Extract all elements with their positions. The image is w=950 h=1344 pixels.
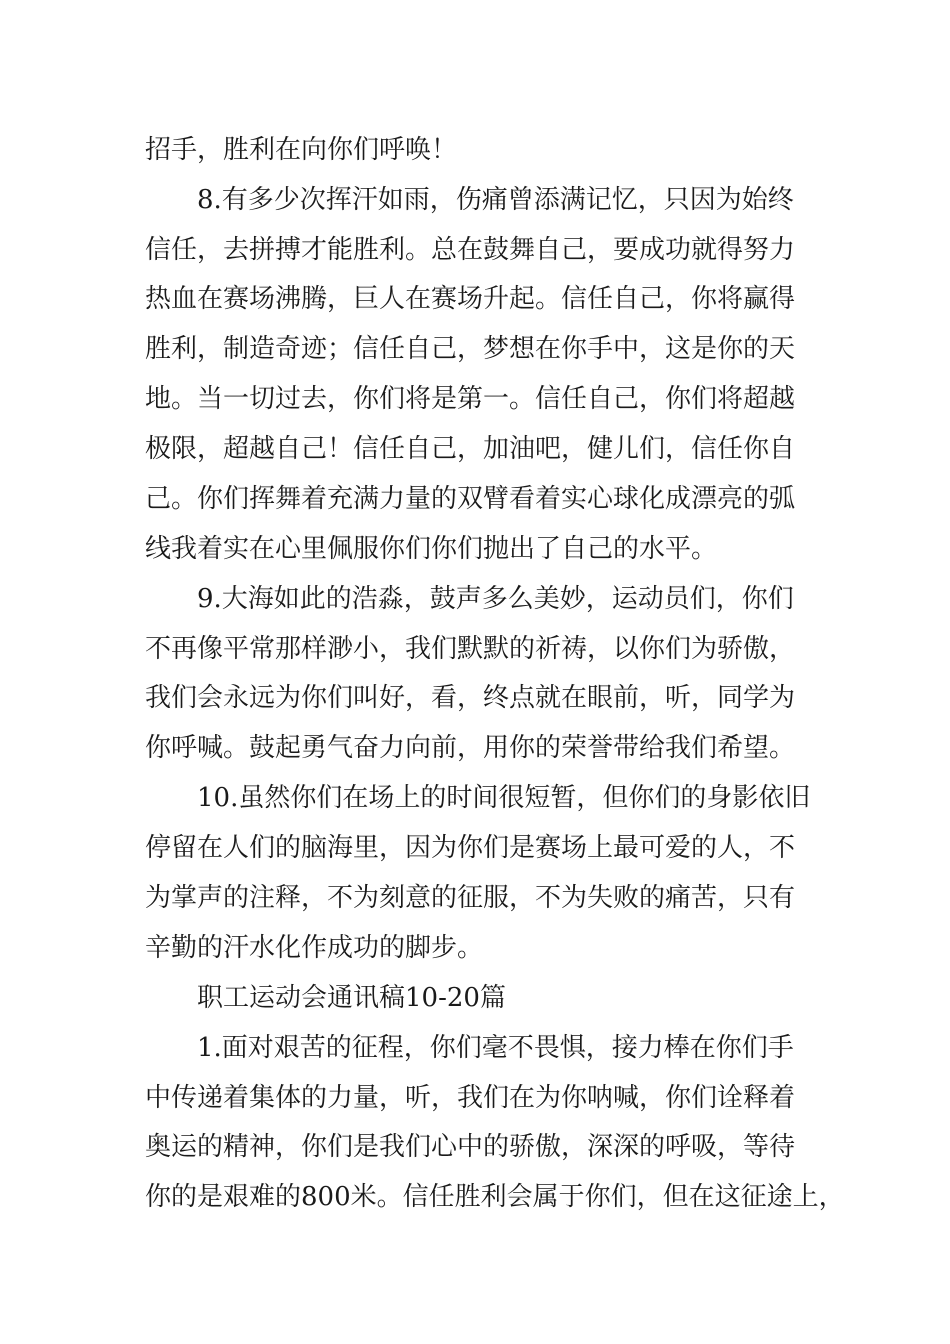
text-line: [0, 427, 950, 471]
text-line: [0, 1026, 950, 1070]
text-line-content: 辛勤的汗水化作成功的脚步。: [145, 933, 484, 963]
text-line-content: 8.有多少次挥汗如雨，伤痛曾添满记忆，只因为始终: [197, 185, 794, 215]
text-line: [0, 1076, 950, 1120]
text-line: [0, 377, 950, 421]
text-line-content: 极限，超越自己！信任自己，加油吧，健儿们，信任你自: [145, 434, 796, 464]
text-line: [0, 676, 950, 720]
text-line-content: 招手，胜利在向你们呼唤！: [145, 135, 458, 165]
text-line-content: 不再像平常那样渺小，我们默默的祈祷，以你们为骄傲，: [145, 634, 796, 664]
section-heading: [0, 976, 950, 1020]
text-line: [0, 477, 950, 521]
text-line: [0, 228, 950, 272]
text-line: [0, 627, 950, 671]
text-line-content: 你的是艰难的800米。信任胜利会属于你们，但在这征途上，: [145, 1182, 845, 1212]
text-line-content: 我们会永远为你们叫好，看，终点就在眼前，听，同学为: [145, 683, 796, 713]
text-line-content: 停留在人们的脑海里，因为你们是赛场上最可爱的人，不: [145, 833, 796, 863]
text-line: [0, 926, 950, 970]
text-line-content: 你呼喊。鼓起勇气奋力向前，用你的荣誉带给我们希望。: [145, 733, 796, 763]
text-line-content: 热血在赛场沸腾，巨人在赛场升起。信任自己，你将赢得: [145, 284, 796, 314]
text-line: [0, 277, 950, 321]
text-line: [0, 876, 950, 920]
text-line: [0, 1125, 950, 1169]
text-line-content: 10.虽然你们在场上的时间很短暂，但你们的身影依旧: [197, 783, 811, 813]
section-heading-text: 职工运动会通讯稿10-20篇: [197, 983, 506, 1013]
text-line-content: 为掌声的注释，不为刻意的征服，不为失败的痛苦，只有: [145, 883, 796, 913]
text-line-content: 己。你们挥舞着充满力量的双臂看着实心球化成漂亮的弧: [145, 484, 796, 514]
text-line: [0, 776, 950, 820]
text-line-content: 信任，去拼搏才能胜利。总在鼓舞自己，要成功就得努力: [145, 235, 796, 265]
text-line-content: 9.大海如此的浩淼，鼓声多么美妙，运动员们，你们: [197, 584, 794, 614]
text-line-content: 线我着实在心里佩服你们你们抛出了自己的水平。: [145, 534, 718, 564]
text-line-content: 地。当一切过去，你们将是第一。信任自己，你们将超越: [145, 384, 796, 414]
text-line: [0, 128, 950, 172]
text-line: [0, 178, 950, 222]
text-line: [0, 826, 950, 870]
text-line-content: 胜利，制造奇迹；信任自己，梦想在你手中，这是你的天: [145, 334, 796, 364]
text-line-content: 中传递着集体的力量，听，我们在为你呐喊，你们诠释着: [145, 1083, 796, 1113]
text-line: [0, 327, 950, 371]
text-line-content: 奥运的精神，你们是我们心中的骄傲，深深的呼吸，等待: [145, 1132, 796, 1162]
text-line: [0, 577, 950, 621]
text-line: [0, 726, 950, 770]
text-line-content: 1.面对艰苦的征程，你们毫不畏惧，接力棒在你们手: [197, 1033, 794, 1063]
text-line: [0, 1175, 950, 1219]
text-line: [0, 527, 950, 571]
